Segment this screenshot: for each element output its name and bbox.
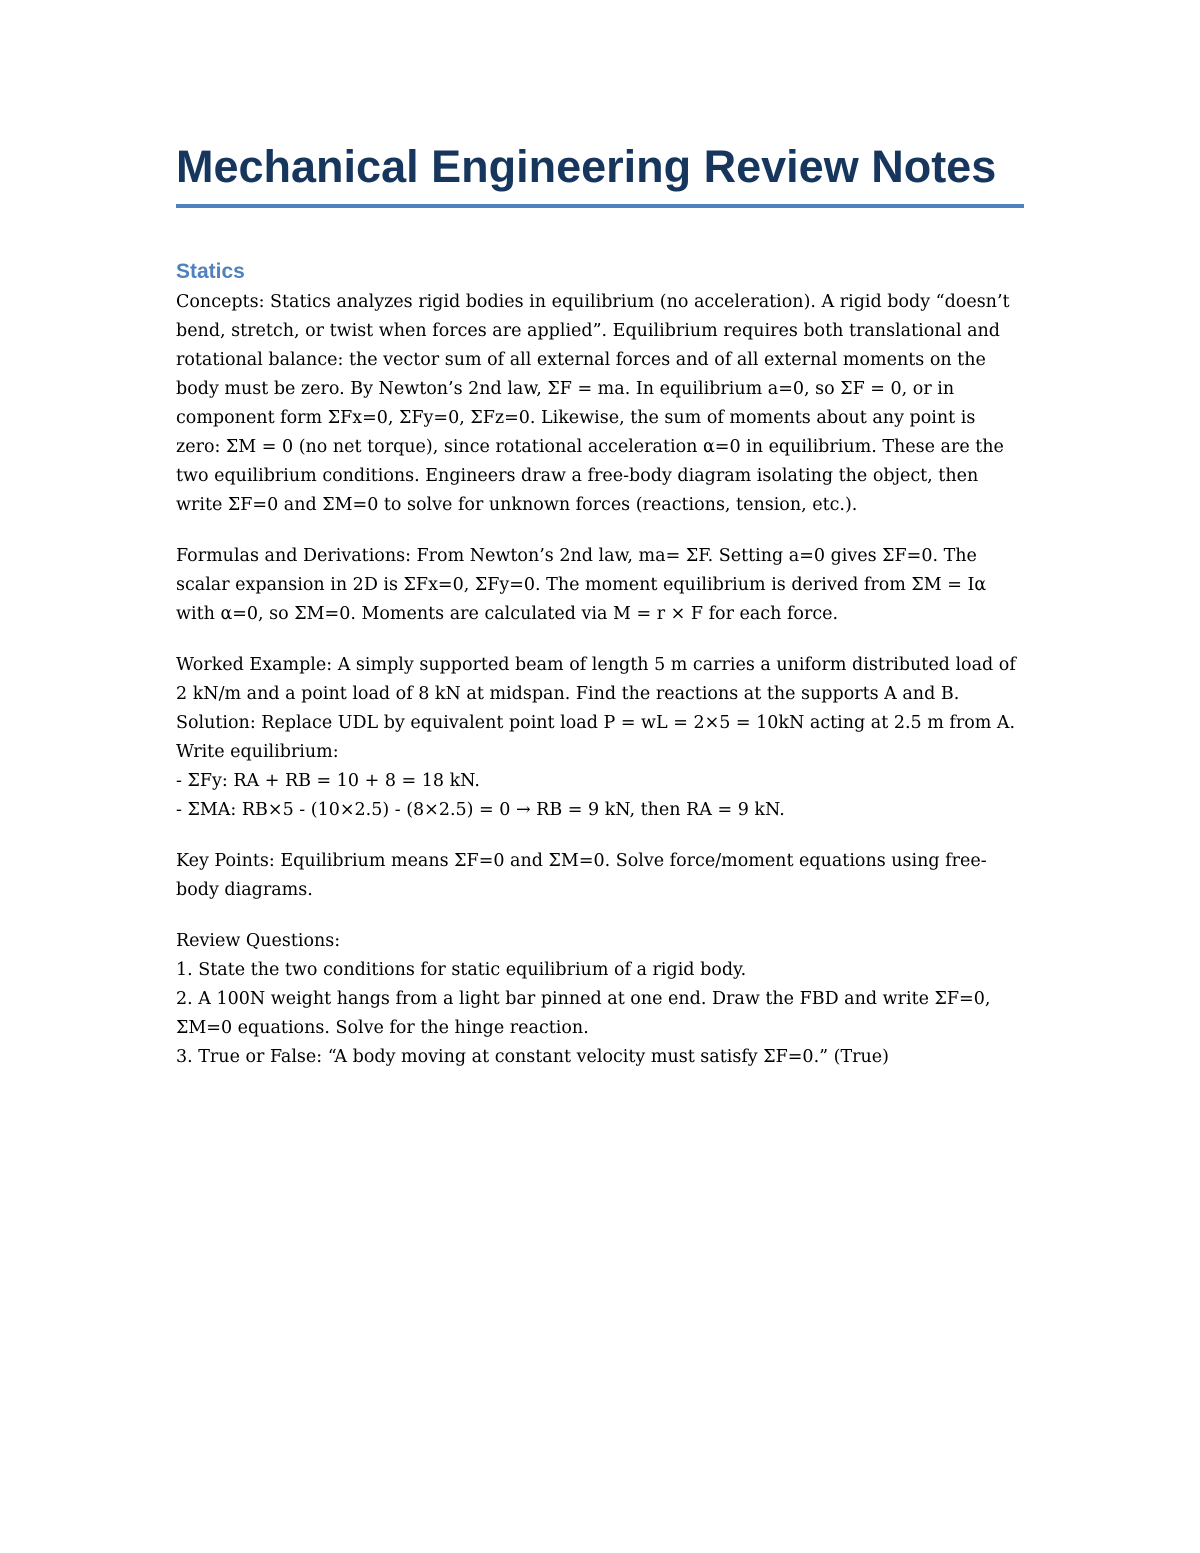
concepts-paragraph: Concepts: Statics analyzes rigid bodies in equilibrium (no acceleration). A rigid body “doesn’t bend, stretch, or twist when forces are applied”. Equilibrium requires both translational and rotational balance: the vector sum of all external forces and of all external moments on the body must be zero. By Newton’s 2nd law, ΣF = ma. In equilibrium a=0, so ΣF = 0, or in component form ΣFx=0, ΣFy=0, ΣFz=0. Likewise, the sum of moments about any point is zero: ΣM = 0 (no net torque), since rotational acceleration α=0 in equilibrium. These are the two equilibrium conditions. Engineers draw a free-body diagram isolating the object, then write ΣF=0 and ΣM=0 to solve for unknown forces (reactions, tension, etc.). <box>176 292 1010 515</box>
review-question-1: 1. State the two conditions for static equilibrium of a rigid body. <box>176 960 747 980</box>
example-moment-equation: - ΣMA: RB×5 - (10×2.5) - (8×2.5) = 0 → RB = 9 kN, then RA = 9 kN. <box>176 800 785 820</box>
worked-example-paragraph <box>176 651 1024 825</box>
document-title: Mechanical Engineering Review Notes <box>176 140 1024 208</box>
example-solution: Solution: Replace UDL by equivalent point load P = wL = 2×5 = 10kN acting at 2.5 m from A. Write equilibrium: <box>176 713 1016 762</box>
formulas-paragraph: Formulas and Derivations: From Newton’s 2nd law, ma= ΣF. Setting a=0 gives ΣF=0. The scalar expansion in 2D is ΣFx=0, ΣFy=0. The moment equilibrium is derived from ΣM = Iα with α=0, so ΣM=0. Moments are calculated via M = r × F for each force. <box>176 546 987 624</box>
review-questions-heading: Review Questions: <box>176 931 341 951</box>
section-body <box>176 288 1024 1072</box>
document-page <box>176 140 1024 1094</box>
review-question-3: 3. True or False: “A body moving at constant velocity must satisfy ΣF=0.” (True) <box>176 1047 889 1067</box>
review-question-2: 2. A 100N weight hangs from a light bar pinned at one end. Draw the FBD and write ΣF=0, ΣM=0 equations. Solve for the hinge reaction. <box>176 989 991 1038</box>
review-questions <box>176 927 1024 1072</box>
section-heading-statics: Statics <box>176 260 245 283</box>
example-problem: Worked Example: A simply supported beam of length 5 m carries a uniform distributed load of 2 kN/m and a point load of 8 kN at midspan. Find the reactions at the supports A and B. <box>176 655 1016 704</box>
example-force-equation: - ΣFy: RA + RB = 10 + 8 = 18 kN. <box>176 771 480 791</box>
key-points-paragraph: Key Points: Equilibrium means ΣF=0 and ΣM=0. Solve force/moment equations using free-body diagrams. <box>176 851 987 900</box>
